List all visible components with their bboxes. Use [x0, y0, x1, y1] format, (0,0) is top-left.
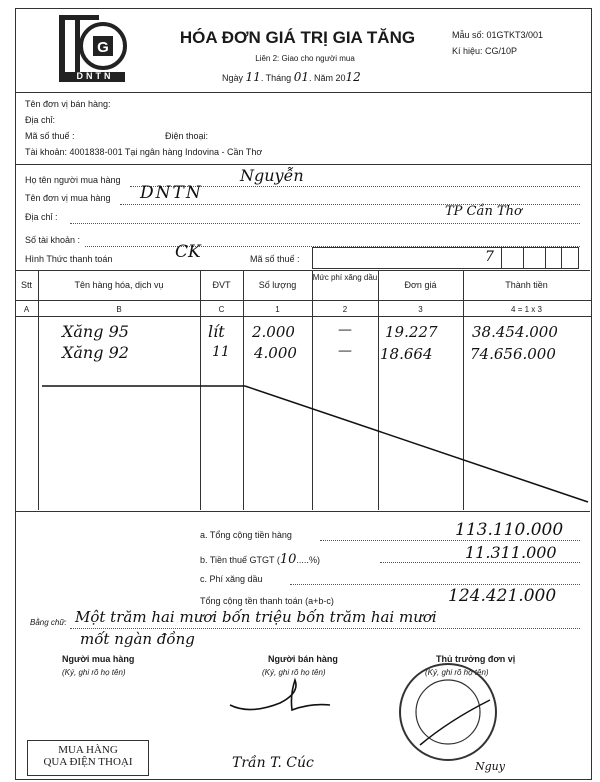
vat-line: [380, 562, 580, 563]
header-unit: ĐVT: [212, 280, 231, 290]
date-prefix: Ngày: [222, 73, 244, 83]
form-number: Mẫu số: 01GTKT3/001: [452, 30, 544, 40]
vat-label-pre: b. Tiền thuế GTGT: [200, 555, 275, 565]
phone-order-stamp: [27, 740, 149, 776]
subtotal-value: 113.110.000: [455, 520, 564, 540]
row2-fee: —: [338, 343, 352, 359]
buyer-company-label: Tên đơn vị mua hàng: [25, 193, 111, 203]
colid-amount: 4 = 1 x 3: [511, 305, 542, 314]
date-month: 01: [293, 70, 309, 84]
colid-qty: 1: [275, 305, 280, 314]
stamp-line1: MUA HÀNG: [58, 744, 118, 756]
colid-unit: C: [218, 305, 225, 314]
words-line1: Một trăm hai mươi bốn triệu bốn trăm hai mươi: [75, 608, 437, 626]
seller-printed-name: Trần T. Cúc: [232, 755, 314, 771]
row1-qty: 2.000: [252, 323, 295, 341]
header-fee: Mức phí xăng dầu: [312, 273, 378, 282]
company-stamp-icon: [390, 660, 510, 770]
words-label: Bằng chữ:: [30, 618, 67, 627]
row2-qty: 4.000: [254, 344, 297, 362]
row2-amount: 74.656.000: [470, 345, 556, 363]
row1-name: Xăng 95: [62, 322, 129, 341]
buyer-address-value: TP Cần Thơ: [445, 204, 522, 219]
seller-sign-note: (Ký, ghi rõ họ tên): [262, 668, 326, 677]
date-day: 11: [245, 70, 261, 84]
head-printed-name: Nguy: [475, 760, 505, 773]
seller-phone-label: Điện thoại:: [165, 131, 209, 141]
subtotal-label: a. Tổng cộng tiền hàng: [200, 530, 292, 540]
buyer-person-label: Họ tên người mua hàng: [25, 175, 121, 185]
header-name: Tên hàng hóa, dịch vụ: [74, 280, 164, 290]
head-sign-note: (Ký, ghi rõ họ tên): [425, 668, 489, 677]
header-price: Đơn giá: [404, 280, 437, 290]
grand-total-label: Tổng cộng tền thanh toán (a+b-c): [200, 596, 334, 606]
subtotal-line: [320, 540, 580, 541]
logo-text: DNTN: [76, 71, 114, 81]
buyer-tax-label: Mã số thuế :: [250, 254, 300, 264]
vat-label-post: %): [308, 555, 320, 565]
header-qty: Số lượng: [258, 280, 297, 290]
colid-stt: A: [23, 305, 30, 314]
buyer-sign-title: Người mua hàng: [62, 654, 135, 664]
vat-rate: 10: [279, 552, 297, 567]
colid-name: B: [116, 305, 122, 314]
buyer-sign-note: (Ký, ghi rõ họ tên): [62, 668, 126, 677]
seller-tax-label: Mã số thuế :: [25, 131, 75, 141]
copy-line: Liên 2: Giao cho người mua: [255, 54, 355, 63]
fee-line: [290, 584, 580, 585]
year-prefix: Năm 20: [314, 73, 346, 83]
buyer-person-value: Nguyễn: [240, 166, 304, 185]
row1-fee: —: [338, 322, 352, 338]
stamp-line2: QUA ĐIỆN THOẠI: [43, 756, 133, 768]
seller-address-label: Địa chỉ:: [25, 115, 56, 125]
vat-label: b. Tiền thuế GTGT (10.....%): [200, 552, 320, 567]
head-sign-title: Thủ trưởng đơn vị: [436, 654, 516, 664]
date-year: 12: [345, 70, 361, 84]
row1-amount: 38.454.000: [472, 323, 558, 341]
buyer-company-value: DNTN: [140, 183, 203, 203]
header-amount: Thành tiền: [505, 280, 548, 290]
invoice-title: HÓA ĐƠN GIÁ TRỊ GIA TĂNG: [179, 28, 416, 47]
month-prefix: Tháng: [265, 73, 292, 83]
vat-value: 11.311.000: [465, 543, 557, 562]
colid-fee: 2: [342, 305, 348, 314]
buyer-address-label: Địa chỉ :: [25, 212, 58, 222]
invoice-date: Ngày 11. Tháng 01. Năm 2012: [222, 70, 361, 84]
row1-price: 19.227: [385, 323, 438, 341]
row2-unit: 11: [212, 344, 230, 360]
words-line1-rule: [70, 628, 580, 629]
seller-sign-title: Người bán hàng: [268, 654, 338, 664]
words-line2: mốt ngàn đồng: [80, 630, 195, 648]
seller-name-label: Tên đơn vị bán hàng:: [25, 99, 111, 109]
seller-account: Tài khoản: 4001838-001 Tại ngân hàng Indovina - Cần Thơ: [25, 147, 263, 157]
svg-text:G: G: [97, 39, 109, 56]
buyer-account-label: Số tài khoản :: [25, 235, 81, 245]
colid-price: 3: [418, 305, 423, 314]
fee-label: c. Phí xăng dầu: [200, 574, 263, 584]
tax-digit: 7: [485, 249, 494, 265]
grand-total-value: 124.421.000: [448, 586, 557, 606]
row1-unit: lít: [208, 322, 225, 341]
seller-signature-icon: [220, 675, 350, 725]
payment-value: CK: [175, 242, 201, 262]
row2-price: 18.664: [380, 345, 433, 363]
serial-number: Kí hiệu: CG/10P: [452, 46, 518, 56]
payment-label: Hình Thức thanh toán: [25, 254, 113, 264]
header-stt: Stt: [20, 280, 32, 290]
row2-name: Xăng 92: [62, 343, 129, 362]
